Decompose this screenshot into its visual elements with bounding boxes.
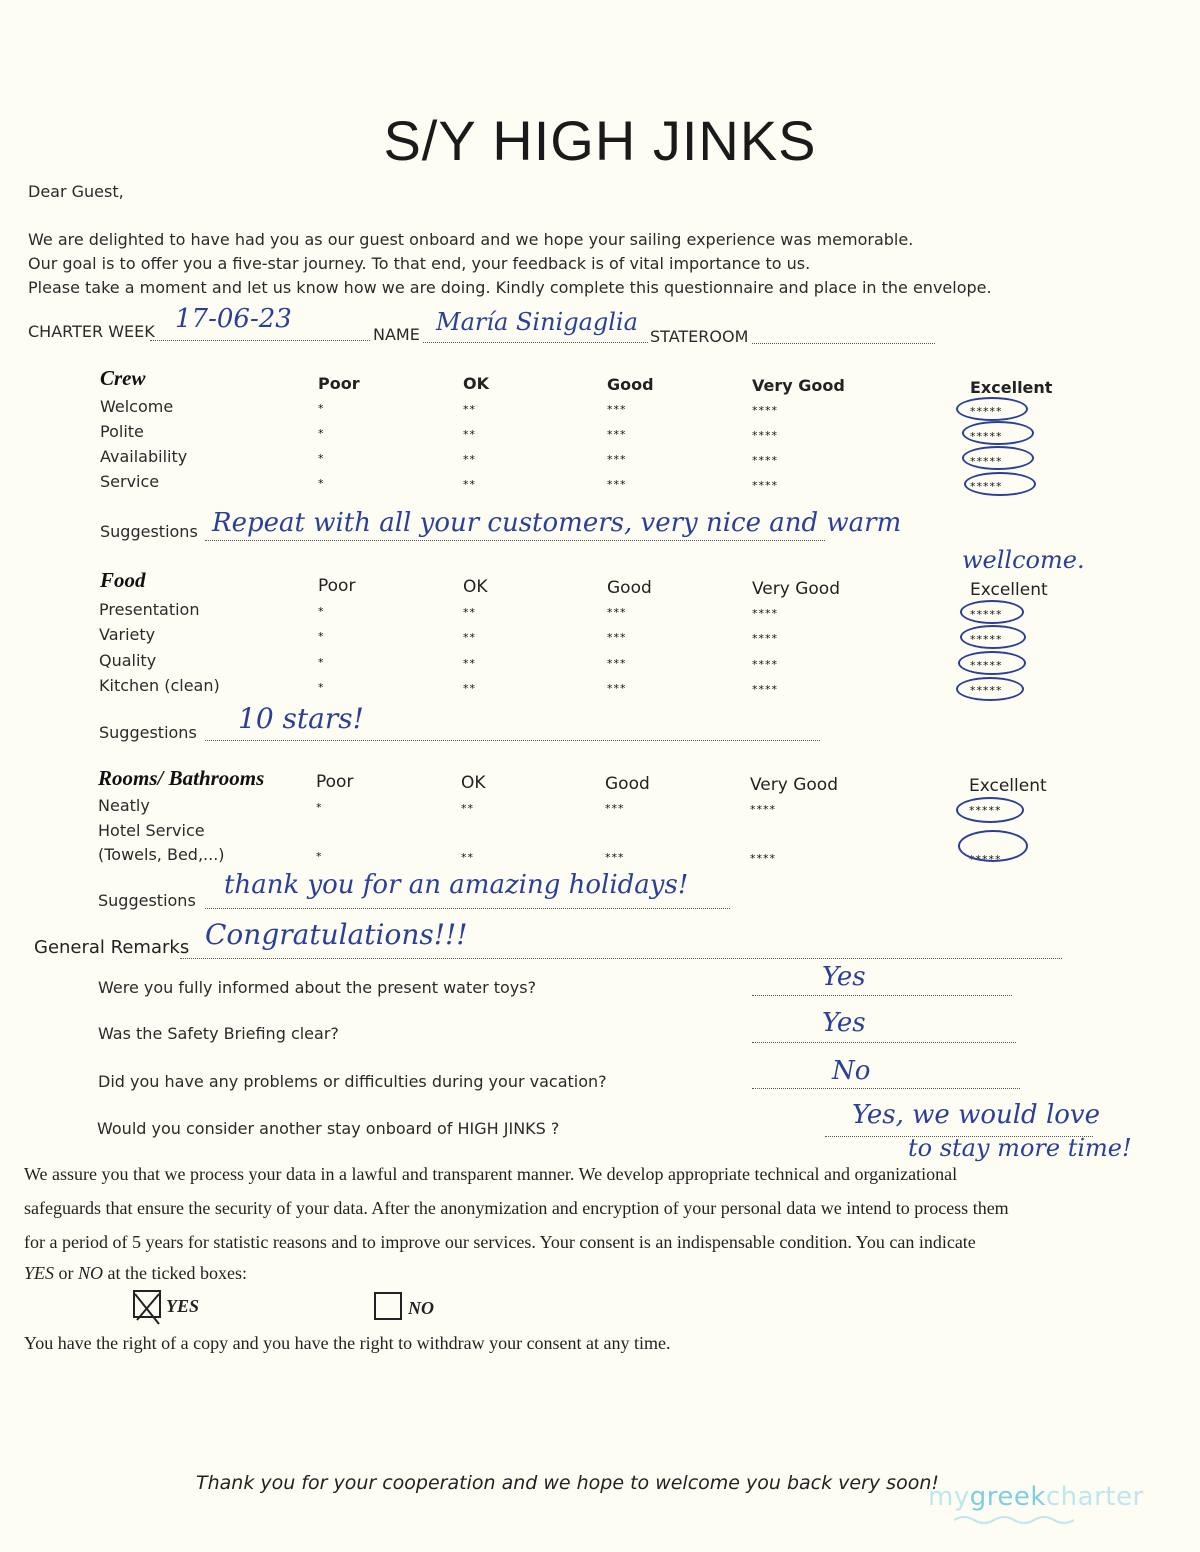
- col-excellent: Excellent: [970, 378, 1053, 397]
- rating-star[interactable]: *: [318, 656, 325, 669]
- suggestions-label: Suggestions: [99, 723, 197, 742]
- privacy-no: NO: [78, 1263, 104, 1283]
- rating-star[interactable]: *****: [970, 659, 1003, 672]
- excellent-circle-mark: [964, 472, 1036, 496]
- rating-star[interactable]: *: [318, 452, 325, 465]
- crew-suggestion[interactable]: Repeat with all your customers, very nice and warm: [212, 508, 902, 538]
- rating-star[interactable]: **: [461, 851, 474, 864]
- col-poor: Poor: [318, 374, 360, 393]
- excellent-circle-mark: [960, 600, 1024, 624]
- rating-star[interactable]: *****: [970, 430, 1003, 443]
- rating-star[interactable]: *: [316, 801, 323, 814]
- rating-star[interactable]: ***: [607, 631, 627, 644]
- name-label: NAME: [373, 325, 420, 344]
- consent-yes-checkbox[interactable]: [133, 1290, 161, 1318]
- col-very-good: Very Good: [752, 579, 840, 599]
- crew-item: Availability: [100, 447, 188, 466]
- col-excellent: Excellent: [969, 776, 1047, 796]
- answer-value[interactable]: Yes, we would love: [852, 1100, 1100, 1130]
- rating-star[interactable]: *: [318, 427, 325, 440]
- col-good: Good: [605, 774, 650, 794]
- charter-week-line: [150, 340, 370, 341]
- rating-star[interactable]: **: [463, 606, 476, 619]
- rating-star[interactable]: *****: [970, 455, 1003, 468]
- excellent-circle-mark: [958, 830, 1028, 862]
- rating-star[interactable]: ****: [750, 852, 776, 865]
- suggestions-label: Suggestions: [98, 891, 196, 910]
- rating-star[interactable]: ***: [607, 606, 627, 619]
- rating-star[interactable]: ***: [605, 802, 625, 815]
- privacy-or: or: [54, 1263, 79, 1283]
- general-remarks-line: [180, 958, 1062, 959]
- rating-star[interactable]: *****: [969, 853, 1002, 866]
- rating-star[interactable]: *: [318, 630, 325, 643]
- rating-star[interactable]: **: [463, 478, 476, 491]
- col-good: Good: [607, 375, 654, 394]
- consent-yes-label: YES: [166, 1296, 200, 1316]
- col-poor: Poor: [316, 772, 354, 792]
- rating-star[interactable]: *: [318, 605, 325, 618]
- tick-mark-icon: [133, 1290, 161, 1324]
- excellent-circle-mark: [962, 446, 1034, 470]
- question-text: Would you consider another stay onboard of HIGH JINKS ?: [97, 1119, 560, 1138]
- consent-no-checkbox[interactable]: [374, 1292, 402, 1320]
- excellent-circle-mark: [956, 397, 1028, 421]
- rating-star[interactable]: *: [318, 681, 325, 694]
- rating-star[interactable]: *****: [969, 804, 1002, 817]
- rating-star[interactable]: ****: [752, 429, 778, 442]
- answer-line: [752, 1042, 1016, 1043]
- col-good: Good: [607, 578, 652, 598]
- col-ok: OK: [463, 374, 489, 393]
- rating-star[interactable]: **: [463, 403, 476, 416]
- excellent-circle-mark: [956, 677, 1024, 701]
- watermark-logo: mygreekcharter: [928, 1482, 1144, 1512]
- rating-star[interactable]: **: [463, 657, 476, 670]
- excellent-circle-mark: [960, 625, 1026, 649]
- rating-star[interactable]: ****: [752, 479, 778, 492]
- rating-star[interactable]: ***: [605, 851, 625, 864]
- rating-star[interactable]: ****: [750, 803, 776, 816]
- rating-star[interactable]: ***: [607, 478, 627, 491]
- rating-star[interactable]: ***: [607, 403, 627, 416]
- food-item: Quality: [99, 651, 157, 670]
- crew-suggestion-cont[interactable]: wellcome.: [962, 546, 1085, 574]
- rating-star[interactable]: ****: [752, 683, 778, 696]
- watermark-wave-icon: [954, 1514, 1074, 1526]
- charter-week-value[interactable]: 17-06-23: [175, 304, 292, 334]
- rooms-item: (Towels, Bed,...): [98, 845, 225, 864]
- suggestions-line: [205, 740, 820, 741]
- question-text: Did you have any problems or difficulties during your vacation?: [98, 1072, 607, 1091]
- rooms-item: Hotel Service: [98, 821, 205, 840]
- stateroom-line[interactable]: [752, 343, 935, 344]
- privacy-tail: at the ticked boxes:: [103, 1263, 247, 1283]
- rating-star[interactable]: **: [463, 453, 476, 466]
- rating-star[interactable]: *: [318, 402, 325, 415]
- rating-star[interactable]: ****: [752, 632, 778, 645]
- rating-star[interactable]: **: [463, 428, 476, 441]
- rating-star[interactable]: ***: [607, 428, 627, 441]
- col-ok: OK: [461, 773, 486, 793]
- answer-value[interactable]: Yes: [822, 962, 866, 992]
- crew-item: Welcome: [100, 397, 174, 416]
- rating-star[interactable]: *****: [970, 684, 1003, 697]
- excellent-circle-mark: [956, 797, 1024, 823]
- food-item: Variety: [99, 625, 156, 644]
- suggestions-line: [205, 908, 730, 909]
- excellent-circle-mark: [962, 421, 1034, 445]
- col-very-good: Very Good: [750, 775, 838, 795]
- rating-star[interactable]: *: [318, 477, 325, 490]
- withdraw-text: You have the right of a copy and you have the right to withdraw your consent at any time.: [24, 1333, 671, 1353]
- rooms-suggestion[interactable]: thank you for an amazing holidays!: [224, 870, 689, 900]
- rating-star[interactable]: *****: [970, 405, 1003, 418]
- col-excellent: Excellent: [970, 580, 1048, 600]
- food-suggestion[interactable]: 10 stars!: [238, 702, 364, 735]
- privacy-text-line: [24, 1263, 247, 1284]
- rating-star[interactable]: *****: [970, 608, 1003, 621]
- rating-star[interactable]: *****: [970, 480, 1003, 493]
- section-title-rooms: Rooms/ Bathrooms: [98, 766, 265, 790]
- excellent-circle-mark: [958, 651, 1026, 675]
- section-title-crew: Crew: [100, 366, 146, 390]
- charter-week-label: CHARTER WEEK: [28, 322, 155, 341]
- general-remarks-value[interactable]: Congratulations!!!: [205, 918, 468, 951]
- section-title-food: Food: [100, 568, 146, 592]
- rooms-item: Neatly: [98, 796, 150, 815]
- privacy-text: We assure you that we process your data in a lawful and transparent manner. We develop appropriate technical and organizational: [24, 1164, 958, 1184]
- name-line: [423, 342, 648, 343]
- rating-star[interactable]: ****: [752, 658, 778, 671]
- consent-no-label: NO: [408, 1298, 434, 1318]
- question-text: Were you fully informed about the present water toys?: [98, 978, 537, 997]
- greeting: Dear Guest,: [28, 182, 124, 201]
- crew-item: Service: [100, 472, 160, 491]
- col-poor: Poor: [318, 576, 356, 596]
- intro-line: Our goal is to offer you a five-star journey. To that end, your feedback is of vital importance to us.: [28, 254, 811, 273]
- answer-value[interactable]: Yes: [822, 1008, 866, 1038]
- privacy-text: safeguards that ensure the security of your data. After the anonymization and encryption of your personal data we intend to process them: [24, 1198, 1009, 1218]
- answer-line: [752, 995, 1012, 996]
- name-value[interactable]: María Sinigaglia: [436, 308, 638, 336]
- rating-star[interactable]: *: [316, 850, 323, 863]
- col-ok: OK: [463, 577, 488, 597]
- intro-line: We are delighted to have had you as our guest onboard and we hope your sailing experience was memorable.: [28, 230, 914, 249]
- rating-star[interactable]: ****: [752, 454, 778, 467]
- footer-thanks: Thank you for your cooperation and we hope to welcome you back very soon!: [195, 1472, 939, 1494]
- question-text: Was the Safety Briefing clear?: [98, 1024, 339, 1043]
- rating-star[interactable]: ****: [752, 607, 778, 620]
- rating-star[interactable]: *****: [970, 633, 1003, 646]
- suggestions-line: [205, 540, 825, 541]
- rating-star[interactable]: ***: [607, 682, 627, 695]
- answer-value[interactable]: No: [832, 1056, 871, 1086]
- rating-star[interactable]: **: [463, 631, 476, 644]
- answer-line: [752, 1088, 1020, 1089]
- food-item: Presentation: [99, 600, 200, 619]
- form-title: S/Y HIGH JINKS: [383, 109, 817, 172]
- col-very-good: Very Good: [752, 376, 845, 395]
- intro-line: Please take a moment and let us know how we are doing. Kindly complete this questionnaire and place in the envelope.: [28, 278, 992, 297]
- rating-star[interactable]: ***: [607, 453, 627, 466]
- stateroom-label: STATEROOM: [650, 327, 749, 346]
- food-item: Kitchen (clean): [99, 676, 220, 695]
- rating-star[interactable]: **: [463, 682, 476, 695]
- rating-star[interactable]: ****: [752, 404, 778, 417]
- privacy-text: for a period of 5 years for statistic reasons and to improve our services. Your consent is an indispensable condition. You can indicate: [24, 1232, 976, 1252]
- privacy-yes: YES: [24, 1263, 55, 1283]
- rating-star[interactable]: ***: [607, 657, 627, 670]
- general-remarks-label: General Remarks: [34, 937, 190, 958]
- answer-value-cont[interactable]: to stay more time!: [908, 1134, 1132, 1162]
- crew-item: Polite: [100, 422, 144, 441]
- suggestions-label: Suggestions: [100, 522, 198, 541]
- rating-star[interactable]: **: [461, 802, 474, 815]
